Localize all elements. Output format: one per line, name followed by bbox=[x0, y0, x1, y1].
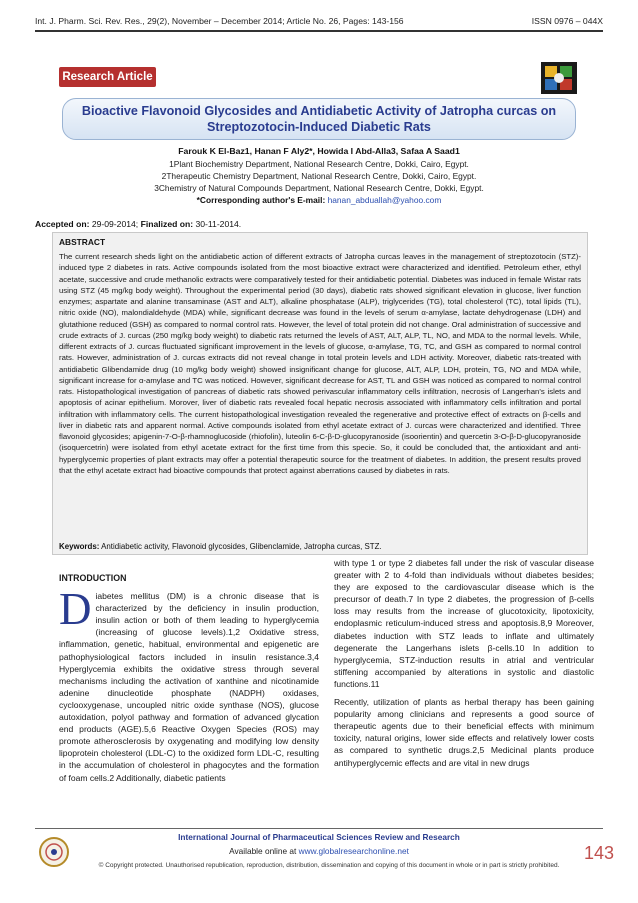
finalized-label: Finalized on: bbox=[140, 219, 194, 229]
affiliation-3: 3Chemistry of Natural Compounds Department, National Research Centre, Dokki, Egypt. bbox=[154, 183, 484, 193]
article-type-badge: Research Article bbox=[59, 67, 156, 87]
copyright-notice: © Copyright protected. Unauthorised republication, reproduction, distribution, dissemination and copying of this document in whole or in part is strictly prohibited. bbox=[98, 862, 560, 869]
footer-journal-name: International Journal of Pharmaceutical Sciences Review and Research bbox=[178, 832, 460, 842]
page-number: 143 bbox=[584, 843, 615, 863]
intro-paragraph-1 bbox=[59, 584, 319, 784]
introduction-heading: INTRODUCTION bbox=[59, 573, 127, 583]
footer-availability bbox=[60, 846, 578, 856]
drop-cap: D bbox=[59, 584, 92, 635]
intro-left-text: iabetes mellitus (DM) is a chronic disease that is characterized by the deficiency in insulin production, insulin action or both of them leading to hyperglycemia (increasing of glucose levels).1,2 Oxidative stress, inflammation, genetic, habitual, environmental and epigenetic are pathophysiological factors included in insulin resistance.3,4 Hyperglycemia exhibits the oxidative stress through several mechanisms including the activation of xanthine and nicotinamide adenine dinucleotide phosphate (NADPH) oxidases, cyclooxygenase, uncoupled nitric oxide synthase (NOS), glucose autoxidation, polyol pathway and formation of advanced glycation end products (AGE).5,6 Reactive Oxygen Species (ROS) may promote atherosclerosis by oxygenating and modifying low density lipoprotein cholesterol (LDL-C) to the oxidized form LDL-C, resulting in the accumulation of cholesterol in phagocytes and the formation of foam cells.2 Additionally, diabetic patients bbox=[59, 591, 319, 783]
article-dates bbox=[35, 219, 241, 229]
author-list: Farouk K El-Baz1, Hanan F Aly2*, Howida I Abd-Alla3, Safaa A Saad1 bbox=[178, 146, 460, 156]
article-title: Bioactive Flavonoid Glycosides and Antidiabetic Activity of Jatropha curcas on Streptozotocin-Induced Diabetic Rats bbox=[81, 104, 557, 134]
available-label: Available online at bbox=[229, 846, 297, 856]
corresponding-email-link[interactable]: hanan_abduallah@yahoo.com bbox=[327, 195, 442, 205]
journal-website-link[interactable]: www.globalresearchonline.net bbox=[298, 846, 409, 856]
affiliation-1: 1Plant Biochemistry Department, National Research Centre, Dokki, Cairo, Egypt. bbox=[169, 159, 469, 169]
abstract-box bbox=[52, 232, 588, 555]
keywords bbox=[59, 542, 382, 551]
citation-text: Int. J. Pharm. Sci. Rev. Res., 29(2), November – December 2014; Article No. 26, Pages: 143-156 bbox=[35, 16, 404, 26]
running-header bbox=[35, 16, 603, 26]
finalized-date: 30-11-2014. bbox=[195, 219, 242, 229]
intro-right-paragraph-2: Recently, utilization of plants as herbal therapy has been gaining popularity among clinicians and represents a good source of therapeutic agents due to their beneficial effects with minimum toxicity, natural origins, lower side effects and relatively lower costs as compared to synthetic drugs.2,5 Medicinal plants produce antihyperglycemic effects and are vital in new drugs bbox=[334, 697, 594, 768]
accepted-date: 29-09-2014; bbox=[91, 219, 139, 229]
abstract-heading: ABSTRACT bbox=[59, 237, 106, 247]
intro-right-column bbox=[334, 557, 594, 775]
corresponding-author bbox=[62, 195, 576, 205]
article-title-box bbox=[62, 98, 576, 140]
affiliation-2: 2Therapeutic Chemistry Department, National Research Centre, Dokki, Cairo, Egypt. bbox=[161, 171, 477, 181]
abstract-text: The current research sheds light on the antidiabetic action of different extracts of Jatropha curcas leaves in the management of streptozotocin (STZ)-induced type 2 diabetes in rats. Active compounds isolated from the most bioactive extract were characterized and identified. Petroleum ether, ethyl acetate, successive and crude methanolic extracts were comparatively tested for their antidiabetic potential. Diabetes was induced in female Wistar rats using STZ (45 mg/kg body weight). Throughout the experimental period (30 days), diabetic rats showed significant elevation in glucose, liver function enzymes; aspartate and alanine transaminase (AST and ALT), alkaline phosphatase (ALP), triglycerides (TG), total cholesterol (TC), total lipids (TL), nitric oxide (NO), malondialdehyde (MDA) while, significant decrease was found in the levels of serum α-amylase, lactate dehydrogenase (LDH) and glutathione reduced (GSH) as compared to normal control rats. However, the level of total protein did not change. Oral administration of successive and crude extracts of J. curcas (250 mg/kg body weight) to diabetic rats returned the levels of AST, ALT, ALP, TL, NO, and MDA to the normal levels. While, different extracts of J. curcas fluctuated significant improvement in the levels of glucose, α-amylase, TG, TC, and GSH as compared to normal control rats. However, administration of J. curcas extracts did not reveal change in total protein levels and LDH activity. Moreover, diabetic rats-treated with antidiabetic Glibendamide drug (10 mg/kg body weight) showed insignificant change for glucose, ALT, ALP, LDH, protein, TG, NO and MDA while, significant increase for α-amylase and TC was noticed. However, significant decrease for AST, TL and GSH was noticed as compared to normal control rats. Histopathological investigation of pancreas of diabetic rats showed perivascular inflammatory cells infiltration, necrosis of Langerhan's islets and apoptosis of acinar epithelium. Morover, liver of diabetic rats revealed focal hepatic necrosis associated with inflammatory cells infiltration and portal infiltration with inflammatory cells. The current histopathological investigation revealed the regenerative and protective effect of extracts on β-cells and liver in diabetic rats and apparent normal. Active compounds isolated from ethyl acetate extract of J. curcas were characterized and identified. Three flavonoid glycosides; apigenin-7-O-β-rhamnoglucoside (rhiofolin), luteolin 6-C-β-D-glucopyranoside (isoorientin) and quercetin 3-O-β-D-glucopyranoside (isoquercetrin) were isolated from ethyl acetate extract for the first time from this specie. So, it could be concluded that, the antioxidant and anti-hyperglycemic properties of plant extracts may offer a potential therapeutic source for the treatment of diabetes. In addition, the present results proved that the ethyl acetate extract had bioactive compounds that protect against aberrations caused by diabetes in rats. bbox=[59, 252, 581, 475]
intro-right-paragraph-1: with type 1 or type 2 diabetes fall under the risk of vascular disease greater with 2 to 4-fold than individuals without diabetes besides; they are exposed to the cardiovascular disease which is the precursor of death.7 In type 2 diabetes, the progression of β-cells loss may results from the increase of glucotoxicity, lipotoxicity, endoplasmic reticulum-induced stress and apoptosis.8,9 Moreover, diabetes induction with STZ leads to inflate and ultimately degenerate the Langerhans islets β-cells.10 In addition to hyperglycemia, STZ-induction results in atrial and ventricular stiffening accompanied by alterations in systolic and diastolic functions.11 bbox=[334, 558, 594, 689]
intro-left-column bbox=[59, 572, 319, 790]
keywords-text: Antidiabetic activity, Flavonoid glycosides, Glibenclamide, Jatropha curcas, STZ. bbox=[101, 542, 382, 551]
journal-logo-icon bbox=[541, 62, 577, 94]
issn-text: ISSN 0976 – 044X bbox=[531, 16, 603, 26]
header-divider bbox=[35, 30, 603, 32]
corresponding-label: *Corresponding author's E-mail: bbox=[196, 195, 326, 205]
accepted-label: Accepted on: bbox=[35, 219, 90, 229]
footer-divider bbox=[35, 828, 603, 829]
keywords-label: Keywords: bbox=[59, 542, 100, 551]
